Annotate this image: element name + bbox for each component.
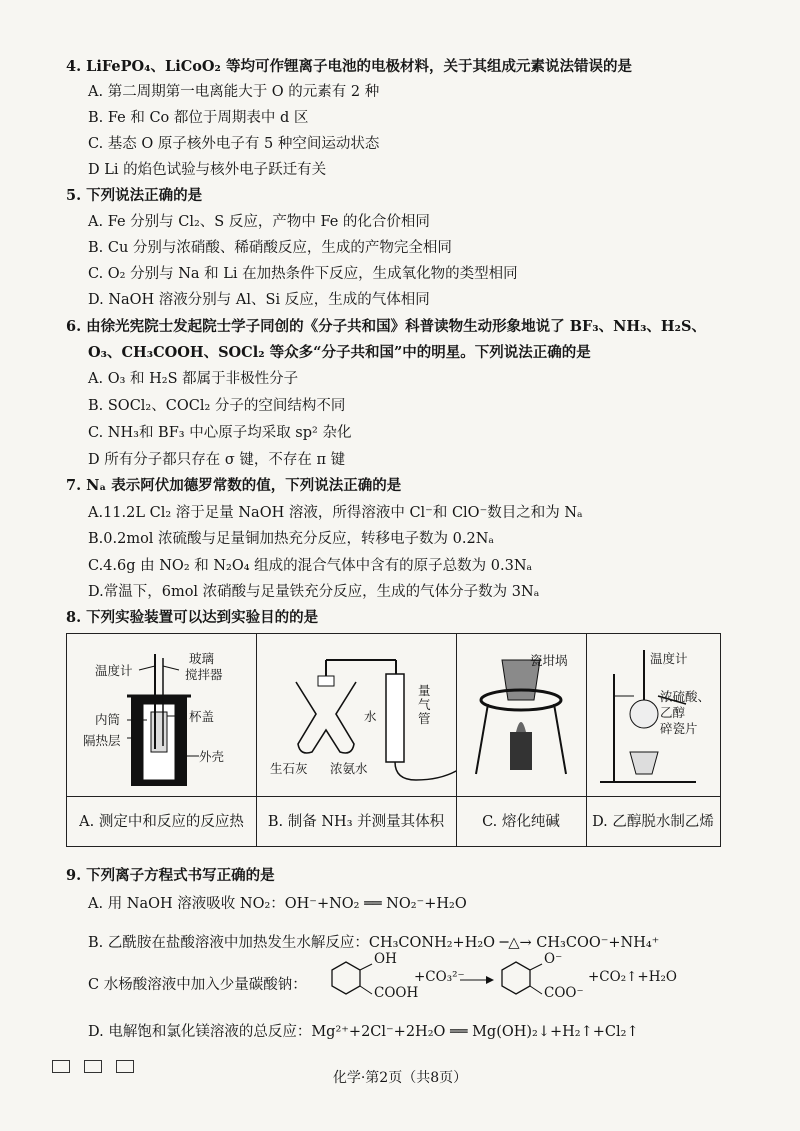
q6-option-c: C. NH₃和 BF₃ 中心原子均采取 sp² 杂化 xyxy=(88,425,352,441)
q8-apparatus-table xyxy=(66,633,721,847)
c-oh: OH xyxy=(374,951,397,967)
q9-option-c: C 水杨酸溶液中加入少量碳酸钠： xyxy=(88,977,307,993)
label-tube: 管 xyxy=(418,711,431,726)
q4-option-b: B. Fe 和 Co 都位于周期表中 d 区 xyxy=(88,110,309,126)
q9-stem: 9. 下列离子方程式书写正确的是 xyxy=(66,867,275,884)
caption-d: D. 乙醇脱水制乙烯 xyxy=(592,814,714,830)
c-cooh: COOH xyxy=(374,985,419,1001)
label-water: 水 xyxy=(364,709,377,724)
label-glass: 玻璃 xyxy=(189,651,215,666)
caption-row xyxy=(67,796,720,847)
q5-option-c: C. O₂ 分别与 Na 和 Li 在加热条件下反应，生成氧化物的类型相同 xyxy=(88,266,518,282)
caption-c: C. 熔化纯碱 xyxy=(456,797,587,847)
q7-option-a: A.11.2L Cl₂ 溶于足量 NaOH 溶液，所得溶液中 Cl⁻和 ClO⁻数目之和为 Nₐ xyxy=(88,505,583,521)
label-porcelain: 碎瓷片 xyxy=(660,721,698,736)
caption-a: A. 测定中和反应的反应热 xyxy=(67,797,257,847)
q6-option-b: B. SOCl₂、COCl₂ 分子的空间结构不同 xyxy=(88,398,346,414)
label-sulfuric-acid: 浓硫酸、 xyxy=(660,689,711,704)
q7-option-d: D.常温下，6mol 浓硝酸与足量铁充分反应，生成的气体分子数为 3Nₐ xyxy=(88,584,540,600)
q5-option-b: B. Cu 分别与浓硝酸、稀硝酸反应，生成的产物完全相同 xyxy=(88,240,452,256)
q6-option-d: D 所有分子都只存在 σ 键，不存在 π 键 xyxy=(88,452,346,468)
c-coo-minus: COO⁻ xyxy=(544,985,584,1001)
c-co3: +CO₃²⁻ xyxy=(414,969,465,985)
label-inner-cup: 内筒 xyxy=(95,712,121,727)
label-gas: 量 xyxy=(418,683,431,698)
label-quicklime: 生石灰 xyxy=(270,761,308,776)
q6-stem-line1: 6. 由徐光宪院士发起院士学子同创的《分子共和国》科普读物生动形象地说了 BF₃、NH₃、H₂S、 xyxy=(66,318,706,335)
c-products: +CO₂↑+H₂O xyxy=(588,969,677,985)
q5-stem: 5. 下列说法正确的是 xyxy=(66,187,203,204)
caption-b: B. 制备 NH₃ 并测量其体积 xyxy=(256,797,457,847)
q4-stem: 4. LiFePO₄、LiCoO₂ 等均可作锂离子电池的电极材料，关于其组成元素说法错误的是 xyxy=(66,58,632,75)
label-insulation: 隔热层 xyxy=(83,733,121,748)
label-stirrer: 搅拌器 xyxy=(185,667,223,682)
q4-option-d: D Li 的焰色试验与核外电子跃迁有关 xyxy=(88,162,327,178)
q7-option-c: C.4.6g 由 NO₂ 和 N₂O₄ 组成的混合气体中含有的原子总数为 0.3Nₐ xyxy=(88,558,533,574)
page-footer: 化学·第2页（共8页） xyxy=(332,1070,468,1086)
q7-option-b: B.0.2mol 浓硫酸与足量铜加热充分反应，转移电子数为 0.2Nₐ xyxy=(88,531,494,547)
q8-stem: 8. 下列实验装置可以达到实验目的的是 xyxy=(66,609,319,626)
q9-option-d: D. 电解饱和氯化镁溶液的总反应：Mg²⁺+2Cl⁻+2H₂O ══ Mg(OH)₂↓+H₂↑+Cl₂↑ xyxy=(88,1024,639,1040)
c-o-minus: O⁻ xyxy=(544,951,563,967)
label-lid: 杯盖 xyxy=(189,709,215,724)
label-ammonia: 浓氨水 xyxy=(330,761,368,776)
q5-option-a: A. Fe 分别与 Cl₂、S 反应，产物中 Fe 的化合价相同 xyxy=(88,214,430,230)
label-crucible: 瓷坩埚 xyxy=(530,653,568,668)
label-gas2: 气 xyxy=(418,697,431,712)
q5-option-d: D. NaOH 溶液分别与 Al、Si 反应，生成的气体相同 xyxy=(88,292,430,308)
q9-option-b: B. 乙酰胺在盐酸溶液中加热发生水解反应：CH₃CONH₂+H₂O ─△→ CH₃COO⁻+NH₄⁺ xyxy=(88,935,660,951)
label-thermometer: 温度计 xyxy=(95,663,133,678)
q7-stem: 7. Nₐ 表示阿伏加德罗常数的值，下列说法正确的是 xyxy=(66,477,402,494)
q4-option-c: C. 基态 O 原子核外电子有 5 种空间运动状态 xyxy=(88,136,380,152)
label-ethanol: 乙醇 xyxy=(660,705,686,720)
q4-option-a: A. 第二周期第一电离能大于 O 的元素有 2 种 xyxy=(88,84,380,100)
label-thermometer-d: 温度计 xyxy=(650,651,688,666)
q6-stem-line2: O₃、CH₃COOH、SOCl₂ 等众多“分子共和国”中的明星。下列说法正确的是 xyxy=(88,344,591,361)
label-outer-shell: 外壳 xyxy=(199,749,225,764)
q6-option-a: A. O₃ 和 H₂S 都属于非极性分子 xyxy=(88,371,299,387)
q9-option-a: A. 用 NaOH 溶液吸收 NO₂：OH⁻+NO₂ ══ NO₂⁻+H₂O xyxy=(88,896,467,912)
